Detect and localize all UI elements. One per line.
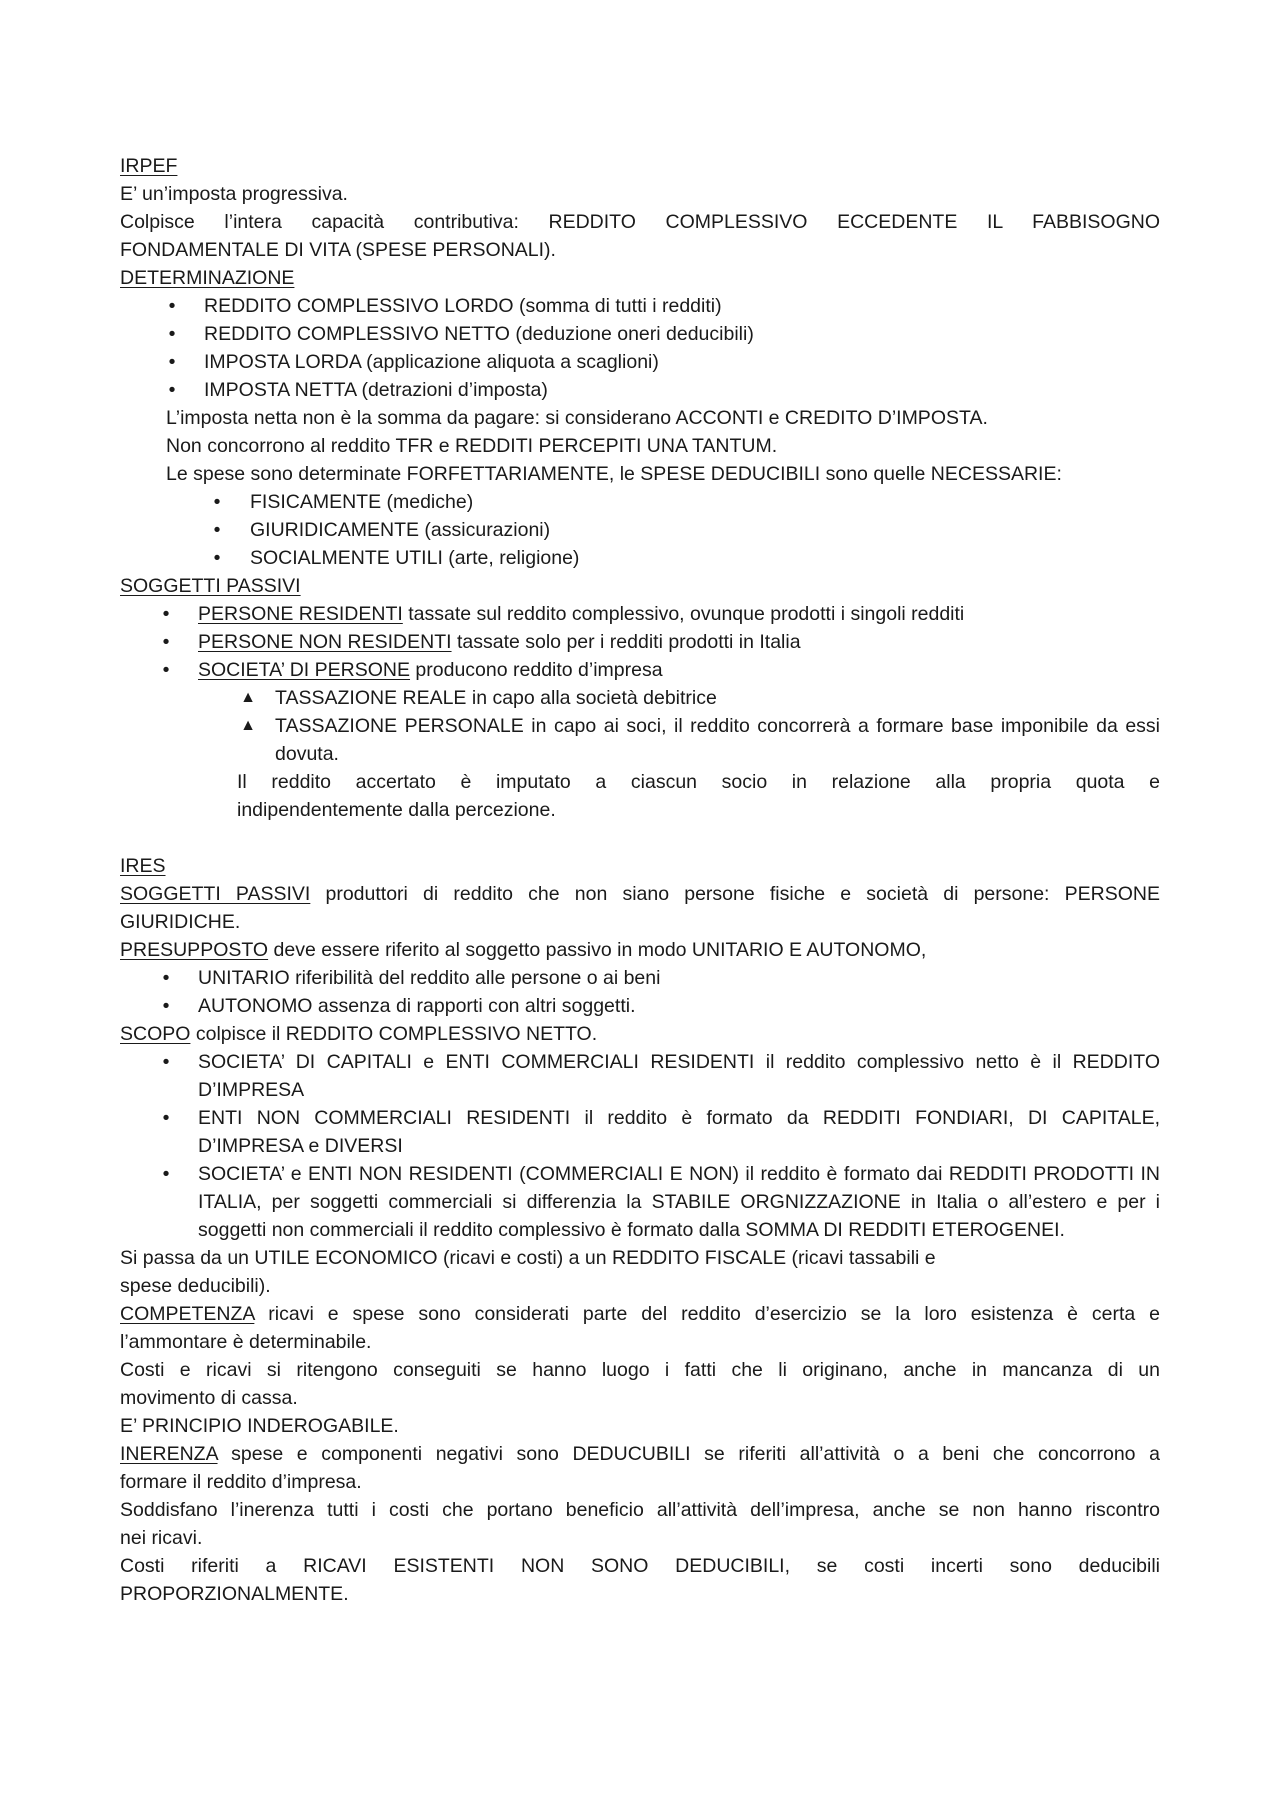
tri-item-text: TASSAZIONE REALE in capo alla società debitrice [275, 687, 717, 709]
spese-item-text: SOCIALMENTE UTILI (arte, religione) [250, 547, 580, 569]
spese-item [120, 544, 1160, 572]
document-page [120, 152, 1160, 1608]
soggetti-title: SOGGETTI PASSIVI [120, 575, 301, 597]
ires-scopo [120, 1020, 1160, 1048]
triangle-icon: ▲ [240, 717, 256, 734]
irpef-p2b: FONDAMENTALE DI VITA (SPESE PERSONALI). [120, 239, 556, 261]
ine-tail: spese e componenti negativi sono DEDUCUBILI se riferiti all’attività o a beni che concorrono a [217, 1443, 1160, 1465]
det-item [120, 348, 1160, 376]
spese-item [120, 516, 1160, 544]
pres-item [120, 992, 1160, 1020]
tri-item-text: TASSAZIONE PERSONALE in capo ai soci, il reddito concorrerà a formare base imponibile da essi dovuta. [275, 715, 1160, 765]
scopo-item-text: ENTI NON COMMERCIALI RESIDENTI il reddito è formato da REDDITI FONDIARI, DI CAPITALE, D’IMPRESA e DIVERSI [198, 1107, 1160, 1157]
section-title-irpef [120, 152, 1160, 180]
irpef-note2: Non concorrono al reddito TFR e REDDITI PERCEPITI UNA TANTUM. [166, 435, 778, 457]
passa-a: Si passa da un UTILE ECONOMICO (ricavi e costi) a un REDDITO FISCALE (ricavi tassabili e [120, 1247, 936, 1269]
bullet-marker: • [168, 351, 176, 373]
soddisfano-b: nei ricavi. [120, 1527, 203, 1549]
bullet-marker: • [162, 1107, 170, 1129]
competenza-a [120, 1300, 1160, 1328]
ires-presupposto [120, 936, 1160, 964]
scopo-tail: colpisce il REDDITO COMPLESSIVO NETTO. [190, 1023, 598, 1045]
scopo-head: SCOPO [120, 1023, 191, 1045]
bullet-marker: • [213, 491, 221, 513]
irpef-p1: E’ un’imposta progressiva. [120, 183, 348, 205]
bullet-marker: • [168, 295, 176, 317]
ires-sp-a [120, 880, 1160, 908]
section-title-ires [120, 852, 1160, 880]
passa-b: spese deducibili). [120, 1275, 271, 1297]
bullet-marker: • [162, 603, 170, 625]
bullet-marker: • [168, 379, 176, 401]
tri-item [120, 684, 1160, 712]
det-item [120, 376, 1160, 404]
bullet-marker: • [162, 1051, 170, 1073]
pres-tail: deve essere riferito al soggetto passivo in modo UNITARIO E AUTONOMO, [268, 939, 927, 961]
det-item-text: REDDITO COMPLESSIVO LORDO (somma di tutti i redditi) [204, 295, 722, 317]
sogg-item-head: PERSONE RESIDENTI [198, 603, 403, 625]
sogg-item-tail: tassate solo per i redditi prodotti in Italia [451, 631, 801, 653]
imputato-b: indipendentemente dalla percezione. [237, 799, 556, 821]
scopo-item [120, 1160, 1160, 1244]
ires-sp-tail: produttori di reddito che non siano persone fisiche e società di persone: PERSONE [310, 883, 1160, 905]
section-gap [120, 824, 1160, 852]
sogg-item-head: PERSONE NON RESIDENTI [198, 631, 452, 653]
inerenza-a [120, 1440, 1160, 1468]
principio: E’ PRINCIPIO INDEROGABILE. [120, 1415, 399, 1437]
pres-item-text: UNITARIO riferibilità del reddito alle persone o ai beni [198, 967, 661, 989]
sogg-item [120, 600, 1160, 628]
sogg-item-head: SOCIETA’ DI PERSONE [198, 659, 411, 681]
sogg-item-tail: producono reddito d’impresa [410, 659, 663, 681]
competenza-b: l’ammontare è determinabile. [120, 1331, 372, 1353]
spese-item [120, 488, 1160, 516]
scopo-item-text: SOCIETA’ e ENTI NON RESIDENTI (COMMERCIALI E NON) il reddito è formato dai REDDITI PRODOTTI IN ITALIA, per soggetti commerciali si differenzia la STABILE ORGNIZZAZIONE in Italia o all’estero e per i soggetti non commerciali il reddito complessivo è formato dalla SOMMA DI REDDITI ETEROGENEI. [198, 1163, 1160, 1241]
bullet-marker: • [168, 323, 176, 345]
ires-sp-head: SOGGETTI PASSIVI [120, 883, 311, 905]
determinazione-title: DETERMINAZIONE [120, 267, 295, 289]
spese-item-text: FISICAMENTE (mediche) [250, 491, 474, 513]
soddisfano-a: Soddisfano l’inerenza tutti i costi che portano beneficio all’attività dell’impresa, anche se non hanno riscontro [120, 1499, 1160, 1521]
bullet-marker: • [162, 1163, 170, 1185]
scopo-item-text: SOCIETA’ DI CAPITALI e ENTI COMMERCIALI RESIDENTI il reddito complessivo netto è il REDDITO D’IMPRESA [198, 1051, 1160, 1101]
imputato-a: Il reddito accertato è imputato a ciascun socio in relazione alla propria quota e [237, 771, 1160, 793]
bullet-marker: • [213, 519, 221, 541]
pres-item-text: AUTONOMO assenza di rapporti con altri soggetti. [198, 995, 636, 1017]
sogg-item [120, 628, 1160, 656]
det-item [120, 320, 1160, 348]
bullet-marker: • [162, 967, 170, 989]
costi-b: movimento di cassa. [120, 1387, 298, 1409]
soggetti-heading [120, 572, 1160, 600]
bullet-marker: • [162, 659, 170, 681]
riferiti-b: PROPORZIONALMENTE. [120, 1583, 349, 1605]
det-item-text: REDDITO COMPLESSIVO NETTO (deduzione oneri deducibili) [204, 323, 754, 345]
det-item-text: IMPOSTA LORDA (applicazione aliquota a scaglioni) [204, 351, 659, 373]
irpef-p2a: Colpisce l’intera capacità contributiva: REDDITO COMPLESSIVO ECCEDENTE IL FABBISOGNO [120, 211, 1160, 233]
scopo-item [120, 1048, 1160, 1104]
comp-tail: ricavi e spese sono considerati parte del reddito d’esercizio se la loro esistenza è certa e [254, 1303, 1160, 1325]
det-item-text: IMPOSTA NETTA (detrazioni d’imposta) [204, 379, 548, 401]
costi-a: Costi e ricavi si ritengono conseguiti se hanno luogo i fatti che li originano, anche in mancanza di un [120, 1359, 1160, 1381]
sogg-item-tail: tassate sul reddito complessivo, ovunque prodotti i singoli redditi [402, 603, 965, 625]
determinazione-heading [120, 264, 1160, 292]
irpef-title: IRPEF [120, 155, 178, 177]
riferiti-a: Costi riferiti a RICAVI ESISTENTI NON SONO DEDUCIBILI, se costi incerti sono deducibili [120, 1555, 1160, 1577]
irpef-note3: Le spese sono determinate FORFETTARIAMENTE, le SPESE DEDUCIBILI sono quelle NECESSARIE: [166, 463, 1062, 485]
spese-item-text: GIURIDICAMENTE (assicurazioni) [250, 519, 551, 541]
ine-head: INERENZA [120, 1443, 218, 1465]
tri-item [120, 712, 1160, 768]
sogg-item [120, 656, 1160, 684]
pres-head: PRESUPPOSTO [120, 939, 269, 961]
ires-title: IRES [120, 855, 166, 877]
triangle-icon: ▲ [240, 689, 256, 706]
inerenza-b: formare il reddito d’impresa. [120, 1471, 362, 1493]
bullet-marker: • [213, 547, 221, 569]
comp-head: COMPETENZA [120, 1303, 255, 1325]
bullet-marker: • [162, 631, 170, 653]
irpef-note1: L’imposta netta non è la somma da pagare: si considerano ACCONTI e CREDITO D’IMPOSTA. [166, 407, 988, 429]
det-item [120, 292, 1160, 320]
ires-sp-b: GIURIDICHE. [120, 911, 241, 933]
bullet-marker: • [162, 995, 170, 1017]
scopo-item [120, 1104, 1160, 1160]
pres-item [120, 964, 1160, 992]
